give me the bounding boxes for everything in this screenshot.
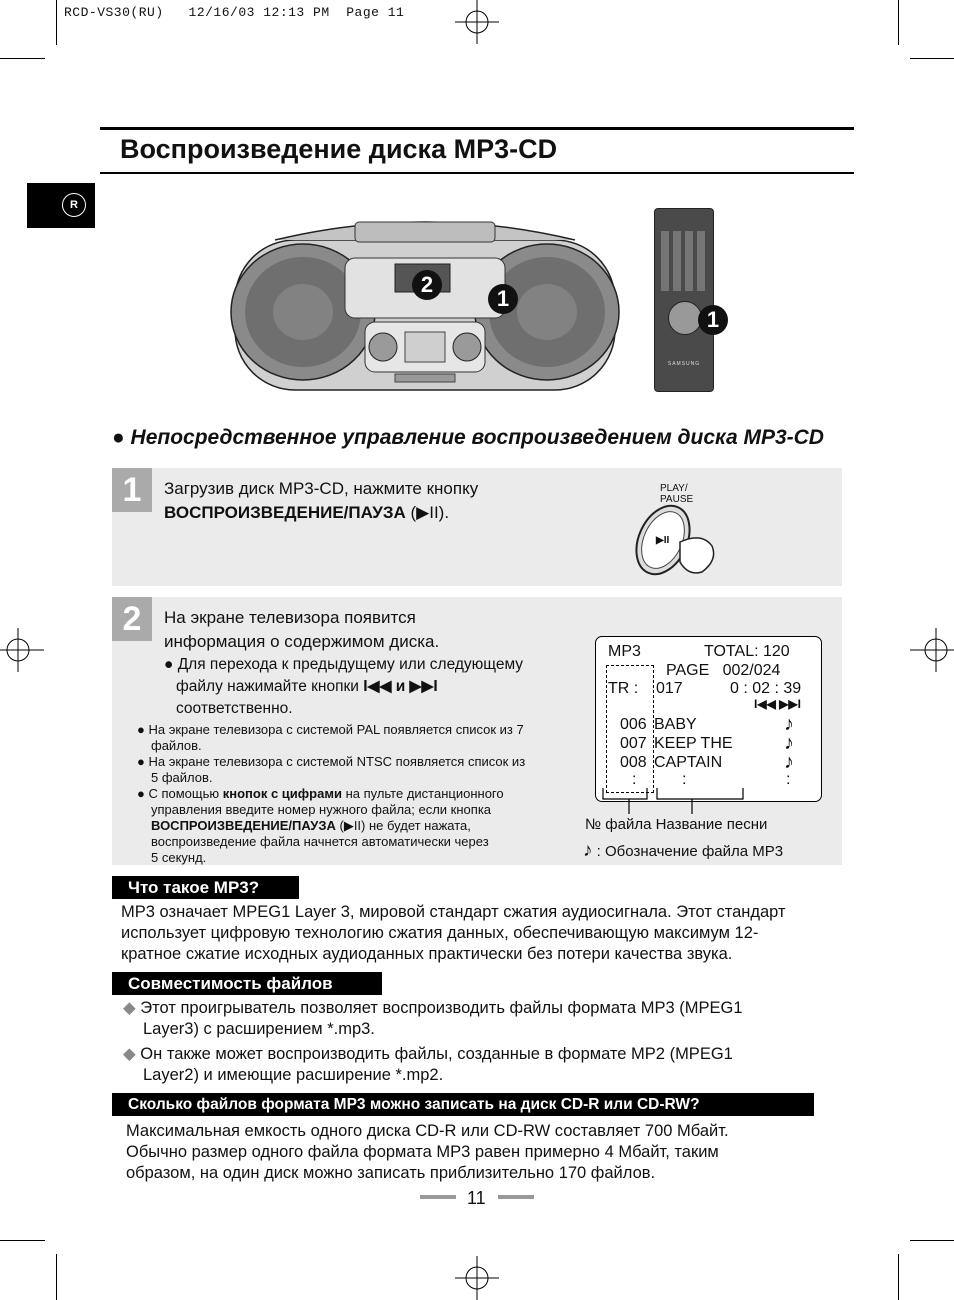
- note-line: ● На экране телевизора с системой PAL появляется список из 7: [137, 722, 524, 737]
- tv-dots: :: [632, 771, 637, 788]
- music-note-icon: ♪: [583, 840, 593, 861]
- subnote-line: [164, 654, 523, 676]
- play-pause-button-symbol: ▶II: [656, 535, 670, 546]
- page-number-rule: [498, 1195, 534, 1199]
- body-line: Максимальная емкость одного диска CD-R или CD-RW составляет 700 Мбайт.: [126, 1122, 729, 1140]
- step-1-text: [164, 477, 478, 525]
- step-number: 1: [112, 468, 152, 512]
- section-howmany-body: [126, 1121, 729, 1184]
- step-2-text: [164, 606, 439, 654]
- language-tab-label: R: [62, 193, 86, 217]
- tv-nav-icons: I◀◀ ▶▶I: [754, 697, 801, 711]
- body-line: Layer2) и имеющие расширение *.mp2.: [143, 1066, 444, 1084]
- note-text: (▶II) не будет нажата,: [335, 818, 471, 833]
- button-label-line: PLAY/: [660, 483, 688, 494]
- print-header: RCD-VS30(RU) 12/16/03 12:13 PM Page 11: [64, 5, 405, 20]
- language-tab: [27, 183, 95, 228]
- play-pause-symbol: (▶II).: [405, 503, 450, 522]
- step-1-line1: Загрузив диск MP3-CD, нажмите кнопку: [164, 479, 479, 498]
- registration-mark-top: [455, 0, 499, 44]
- note-text: На экране телевизора с системой NTSC появляется список из: [148, 754, 526, 769]
- tv-row-name: KEEP THE: [654, 735, 733, 752]
- note-bold: кнопок с цифрами: [222, 786, 342, 801]
- body-line: образом, на один диск можно записать приблизительно 170 файлов.: [126, 1164, 656, 1182]
- legend-text: : Обозначение файла MP3: [596, 843, 784, 860]
- bullet-item: [123, 998, 743, 1019]
- tv-row-num: 006: [620, 716, 647, 733]
- body-line: Этот проигрыватель позволяет воспроизводить файлы формата MP3 (MPEG1: [140, 999, 743, 1017]
- note-text: На экране телевизора с системой PAL появляется список из 7: [148, 722, 524, 737]
- section-heading-compatibility: Совместимость файлов: [112, 972, 382, 995]
- tv-dots: :: [682, 771, 687, 788]
- tv-screen: [595, 636, 822, 802]
- subheading: [112, 426, 824, 450]
- crop-mark: [910, 1240, 954, 1241]
- body-line: MP3 означает MPEG1 Layer 3, мировой стандарт сжатия аудиосигнала. Этот стандарт: [121, 903, 786, 921]
- crop-mark: [56, 1254, 57, 1300]
- skip-buttons-symbols: I◀◀ и ▶▶I: [363, 678, 438, 695]
- title-rule: [100, 127, 854, 130]
- tv-row-num: 008: [620, 754, 647, 771]
- diamond-bullet-icon: ◆: [123, 1045, 136, 1063]
- note-text: на пульте дистанционного: [341, 786, 504, 801]
- note-line: ● С помощью кнопок с цифрами на пульте дистанционного: [137, 786, 504, 801]
- tv-time: 0 : 02 : 39: [730, 680, 802, 697]
- body-line: кратное сжатие исходных аудиоданных практически без потери качества звука.: [121, 945, 733, 963]
- body-line: Он также может воспроизводить файлы, созданные в формате MP2 (MPEG1: [140, 1045, 733, 1063]
- note-text: 5 секунд.: [151, 850, 207, 865]
- section-what-body: [121, 902, 786, 965]
- registration-mark-right: [910, 628, 954, 672]
- tv-row-name: BABY: [654, 716, 697, 733]
- body-line: Обычно размер одного файла формата MP3 равен примерно 4 Мбайт, таким: [126, 1143, 719, 1161]
- remote-control-illustration: [654, 208, 714, 392]
- note-text: 5 файлов.: [151, 770, 213, 785]
- remote-button-grid: [661, 231, 707, 291]
- tv-total: TOTAL: 120: [704, 643, 790, 660]
- bullet-item: [123, 1044, 743, 1065]
- crop-mark: [898, 1254, 899, 1300]
- boombox-illustration: [215, 212, 635, 394]
- registration-mark-bottom: [455, 1256, 499, 1300]
- crop-mark: [898, 0, 899, 45]
- page-number: 11: [467, 1188, 486, 1208]
- caption-filenum: № файла: [585, 816, 652, 833]
- tv-dots: :: [786, 771, 791, 788]
- step-2-line2: информация о содержимом диска.: [164, 632, 440, 651]
- subnote-text: файлу нажимайте кнопки: [176, 678, 359, 695]
- music-note-icon: ♪: [784, 751, 794, 773]
- body-line: Layer3) с расширением *.mp3.: [143, 1020, 375, 1038]
- note-text: файлов.: [151, 738, 202, 753]
- remote-nav-pad: [668, 301, 702, 335]
- crop-mark: [0, 1240, 45, 1241]
- step-2-line1: На экране телевизора появится: [164, 608, 416, 627]
- subnote-line: [164, 676, 523, 698]
- note-line: [137, 818, 525, 834]
- note-text: управления введите номер нужного файла; если кнопка: [151, 802, 492, 817]
- tv-legend: [583, 840, 783, 862]
- play-pause-button-illustration: [630, 502, 730, 582]
- note-text: воспроизведение файла начнется автоматически через: [151, 834, 489, 849]
- callout-2: 2: [412, 270, 442, 300]
- note-text: С помощью: [148, 786, 223, 801]
- tv-captions: [585, 816, 767, 833]
- crop-mark: [56, 0, 57, 45]
- tv-row-num: 007: [620, 735, 647, 752]
- callout-1: 1: [698, 305, 728, 335]
- section-heading-how-many: Сколько файлов формата MP3 можно записать на диск CD-R или CD-RW?: [112, 1093, 814, 1116]
- music-note-icon: ♪: [784, 732, 794, 754]
- bullet: ●: [112, 426, 125, 449]
- step-1-line2: [164, 501, 478, 525]
- subnote-text: Для перехода к предыдущему или следующему: [177, 656, 524, 673]
- tv-mode: MP3: [608, 643, 641, 660]
- step-2-notes: [137, 722, 525, 866]
- body-line: использует цифровую технологию сжатия данных, обеспечивающую максимум 12-: [121, 924, 759, 942]
- crop-mark: [0, 58, 45, 59]
- step-2-subnote: [164, 654, 523, 720]
- button-label-line: PAUSE: [660, 494, 694, 505]
- tv-row-name: CAPTAIN: [654, 754, 723, 771]
- page-title: Воспроизведение диска MP3-CD: [120, 134, 558, 164]
- music-note-icon: ♪: [784, 713, 794, 735]
- note-line: ● На экране телевизора с системой NTSC появляется список из: [137, 754, 526, 769]
- tv-caption-brackets: [595, 784, 820, 816]
- bullet: ●: [164, 656, 174, 673]
- section-heading-what-is-mp3: Что такое MP3?: [112, 876, 299, 899]
- note-bold: ВОСПРОИЗВЕДЕНИЕ/ПАУЗА: [151, 818, 336, 833]
- tv-tr-label: TR :: [608, 680, 639, 697]
- tv-page: PAGE 002/024: [666, 662, 781, 679]
- subnote-text: соответственно.: [176, 700, 293, 717]
- title-rule: [100, 172, 854, 174]
- registration-mark-left: [0, 628, 44, 672]
- play-pause-label: ВОСПРОИЗВЕДЕНИЕ/ПАУЗА: [164, 503, 406, 522]
- step-number: 2: [112, 597, 152, 641]
- tv-tr-value: 017: [656, 680, 683, 697]
- tv-highlight-box: [606, 665, 654, 793]
- diamond-bullet-icon: ◆: [123, 999, 136, 1017]
- callout-1: 1: [488, 284, 518, 314]
- remote-brand: SAMSUNG: [667, 361, 701, 367]
- crop-mark: [910, 58, 954, 59]
- caption-songname: Название песни: [655, 816, 768, 833]
- section-compat-body: [123, 998, 743, 1086]
- page-number-rule: [420, 1195, 456, 1199]
- subheading-text: Непосредственное управление воспроизведением диска MP3-CD: [130, 426, 824, 449]
